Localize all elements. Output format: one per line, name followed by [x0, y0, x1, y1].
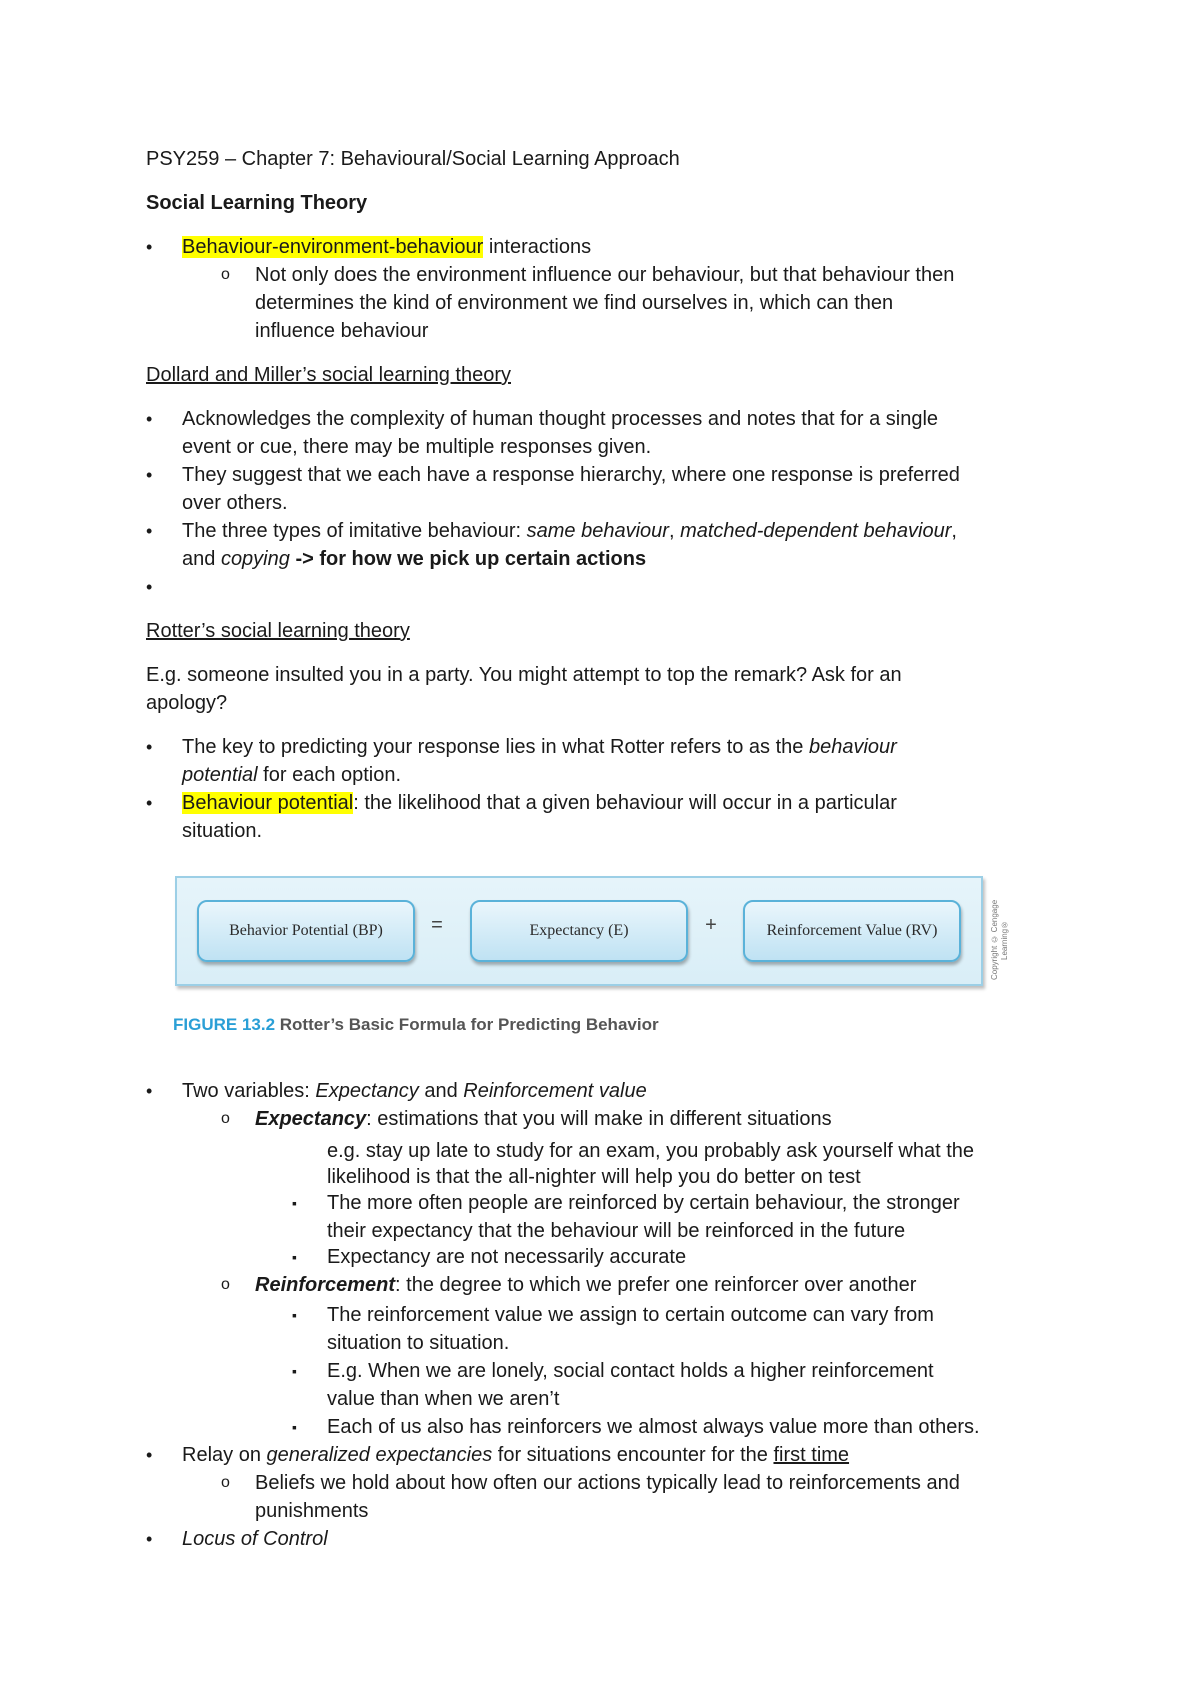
list-item-cont: over others.: [182, 492, 288, 514]
list-item: [182, 1442, 849, 1468]
text-run: ,: [668, 520, 681, 542]
square-marker: ▪: [292, 1419, 297, 1435]
italic-term: Expectancy: [315, 1080, 419, 1102]
sub-sub-list-item: The more often people are reinforced by certain behaviour, the stronger: [327, 1192, 960, 1214]
square-marker: ▪: [292, 1249, 297, 1265]
sub-sub-list-item: Each of us also has reinforcers we almost always value more than others.: [327, 1416, 980, 1438]
bullet-marker: •: [146, 1529, 153, 1549]
text-run: : the degree to which we prefer one reinforcer over another: [395, 1274, 917, 1296]
bullet-marker: •: [146, 793, 153, 813]
italic-term: copying: [220, 548, 290, 570]
text-run: Two variables:: [182, 1080, 316, 1102]
sub-sub-list-item: Expectancy are not necessarily accurate: [327, 1246, 687, 1268]
bold-italic-term: Expectancy: [255, 1108, 367, 1130]
text-run: for situations encounter for the: [492, 1444, 774, 1466]
sub-list-item: [255, 1272, 916, 1298]
list-item: Locus of Control: [182, 1528, 328, 1550]
formula-figure: [175, 876, 983, 986]
italic-term: Reinforcement value: [463, 1080, 647, 1102]
bullet-marker: •: [146, 465, 153, 485]
sub-sub-list-item: E.g. When we are lonely, social contact holds a higher reinforcement: [327, 1360, 934, 1382]
bullet-marker: •: [146, 237, 153, 257]
italic-term: potential: [182, 764, 258, 786]
sub-sub-list-item-cont: their expectancy that the behaviour will be reinforced in the future: [327, 1220, 906, 1242]
text-run: and: [418, 1080, 464, 1102]
example-paragraph-cont: apology?: [146, 692, 228, 714]
example-line-cont: likelihood is that the all-nighter will help you do better on test: [327, 1166, 861, 1188]
plus-sign: +: [705, 914, 717, 936]
sub-list-item: Not only does the environment influence our behaviour, but that behaviour then: [255, 264, 955, 286]
document-title: PSY259 – Chapter 7: Behavioural/Social Learning Approach: [146, 148, 680, 170]
figure-copyright: Copyright © Cengage Learning®: [990, 899, 1009, 981]
bullet-marker: •: [146, 1445, 153, 1465]
example-paragraph: E.g. someone insulted you in a party. You might attempt to top the remark? Ask for an: [146, 664, 902, 686]
highlighted-term: Behaviour potential: [182, 792, 354, 814]
bullet-marker-empty: •: [146, 577, 153, 597]
text-run: : the likelihood that a given behaviour will occur in a particular: [353, 792, 897, 814]
reinforcement-value-box: Reinforcement Value (RV): [743, 900, 961, 962]
bullet-marker: •: [146, 1081, 153, 1101]
sub-list-item: Beliefs we hold about how often our actions typically lead to reinforcements and: [255, 1472, 960, 1494]
underlined-term: first time: [773, 1444, 850, 1466]
figure-number: FIGURE 13.2: [173, 1015, 276, 1034]
text-run: ,: [951, 520, 957, 542]
sub-sub-list-item-cont: value than when we aren’t: [327, 1388, 560, 1410]
square-marker: ▪: [292, 1195, 297, 1211]
figure-caption-text: Rotter’s Basic Formula for Predicting Behavior: [275, 1015, 659, 1034]
italic-term: behaviour: [808, 736, 897, 758]
list-item: Acknowledges the complexity of human thought processes and notes that for a single: [182, 408, 939, 430]
highlighted-term: Behaviour-environment-behaviour: [182, 236, 484, 258]
example-line: e.g. stay up late to study for an exam, you probably ask yourself what the: [327, 1140, 975, 1162]
list-item-cont: event or cue, there may be multiple responses given.: [182, 436, 652, 458]
text-run: for each option.: [257, 764, 402, 786]
circle-marker: o: [221, 1474, 230, 1491]
list-item-cont: [182, 546, 646, 572]
behavior-potential-box: Behavior Potential (BP): [197, 900, 415, 962]
text-run: The three types of imitative behaviour:: [182, 520, 527, 542]
italic-term: matched-dependent behaviour: [680, 520, 952, 542]
text-run: Relay on: [182, 1444, 267, 1466]
section-heading-rotter: Rotter’s social learning theory: [146, 620, 410, 642]
bullet-marker: •: [146, 521, 153, 541]
sub-list-item-cont: punishments: [255, 1500, 369, 1522]
square-marker: ▪: [292, 1363, 297, 1379]
list-item: [182, 518, 957, 544]
italic-term: generalized expectancies: [266, 1444, 493, 1466]
circle-marker: o: [221, 1110, 230, 1127]
section-heading-social-learning: Social Learning Theory: [146, 192, 368, 214]
figure-caption: [173, 1015, 659, 1035]
expectancy-box: Expectancy (E): [470, 900, 688, 962]
text-run: : estimations that you will make in different situations: [366, 1108, 832, 1130]
sub-list-item-cont: influence behaviour: [255, 320, 429, 342]
text-run: interactions: [483, 236, 592, 258]
list-item: [182, 734, 897, 760]
bold-text: -> for how we pick up certain actions: [295, 548, 647, 570]
bullet-marker: •: [146, 409, 153, 429]
bold-italic-term: Reinforcement: [255, 1274, 396, 1296]
list-item: [182, 234, 591, 260]
list-item-cont: situation.: [182, 820, 263, 842]
italic-term: same behaviour: [526, 520, 669, 542]
sub-sub-list-item-cont: situation to situation.: [327, 1332, 510, 1354]
square-marker: ▪: [292, 1307, 297, 1323]
sub-list-item: [255, 1106, 832, 1132]
bullet-marker: •: [146, 737, 153, 757]
list-item: [182, 790, 897, 816]
list-item-cont: [182, 762, 401, 788]
circle-marker: o: [221, 1276, 230, 1293]
text-run: and: [182, 548, 221, 570]
circle-marker: o: [221, 266, 230, 283]
text-run: The key to predicting your response lies in what Rotter refers to as the: [182, 736, 809, 758]
section-heading-dollard-miller: Dollard and Miller’s social learning theory: [146, 364, 511, 386]
sub-list-item-cont: determines the kind of environment we find ourselves in, which can then: [255, 292, 894, 314]
equals-sign: =: [431, 914, 443, 936]
list-item: [182, 1078, 647, 1104]
sub-sub-list-item: The reinforcement value we assign to certain outcome can vary from: [327, 1304, 934, 1326]
list-item: They suggest that we each have a response hierarchy, where one response is preferred: [182, 464, 960, 486]
